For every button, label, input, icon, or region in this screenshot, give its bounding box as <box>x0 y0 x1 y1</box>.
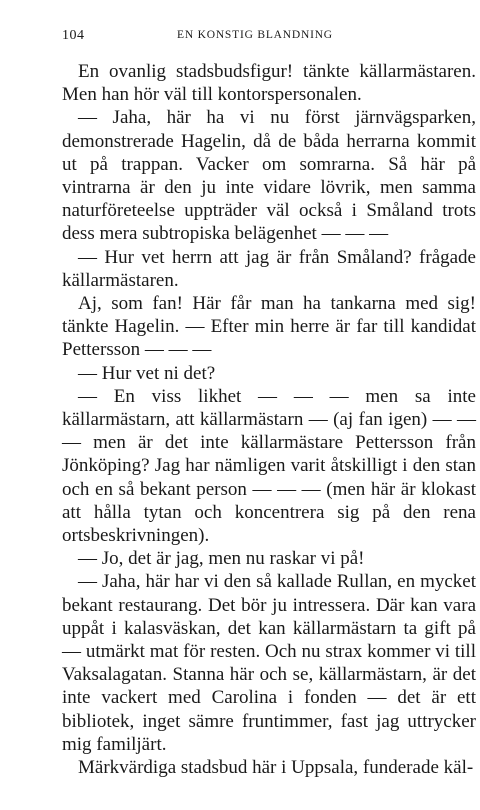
paragraph: — En viss likhet — — — men sa inte källarmästarn, att källarmästarn — (aj fan igen) — — — men är det inte källarmästare Pettersson från Jönköping? Jag har nämligen varit åtskilligt i den stan och en så bekant person — — — (men här är klokast att hålla tytan och koncentrera sig på den rena ortsbeskrivningen). <box>62 385 476 547</box>
paragraph: — Jaha, här har vi den så kallade Rullan, en mycket bekant restaurang. Det bör ju intressera. Där kan vara uppåt i kalasväskan, det kan källarmästarn ta gift på — utmärkt mat för resten. Och nu strax kommer vi till Vaksalagatan. Stanna här och se, källarmästarn, är det inte vackert med Carolina i fonden — det är ett bibliotek, inget sämre fruntimmer, fast jag uttrycker mig familjärt. <box>62 571 476 755</box>
body-text <box>62 60 476 779</box>
book-page <box>62 28 476 779</box>
running-head-title: EN KONSTIG BLANDNING <box>177 29 333 41</box>
paragraph: — Hur vet ni det? <box>78 362 216 384</box>
paragraph: Märkvärdiga stadsbud här i Uppsala, funderade käl- <box>78 757 474 779</box>
paragraph: En ovanlig stadsbudsfigur! tänkte källarmästaren. Men han hör väl till kontorspersonalen. <box>62 61 476 106</box>
paragraph: — Hur vet herrn att jag är från Småland? frågade källarmästaren. <box>62 246 476 291</box>
running-head <box>62 28 476 48</box>
paragraph: — Jaha, här ha vi nu först järnvägsparken, demonstrerade Hagelin, då de båda herrarna kommit ut på trappan. Vacker om somrarna. Så här på vintrarna är den ju inte vidare lövrik, men samma naturföreteelse uppträder väl också i Småland trots dess mera subtropiska belägenhet — — — <box>62 107 476 245</box>
page-number: 104 <box>62 28 85 43</box>
paragraph: — Jo, det är jag, men nu raskar vi på! <box>78 548 365 570</box>
paragraph: Aj, som fan! Här får man ha tankarna med sig! tänkte Hagelin. — Efter min herre är far till kandidat Pettersson — — — <box>62 293 476 361</box>
